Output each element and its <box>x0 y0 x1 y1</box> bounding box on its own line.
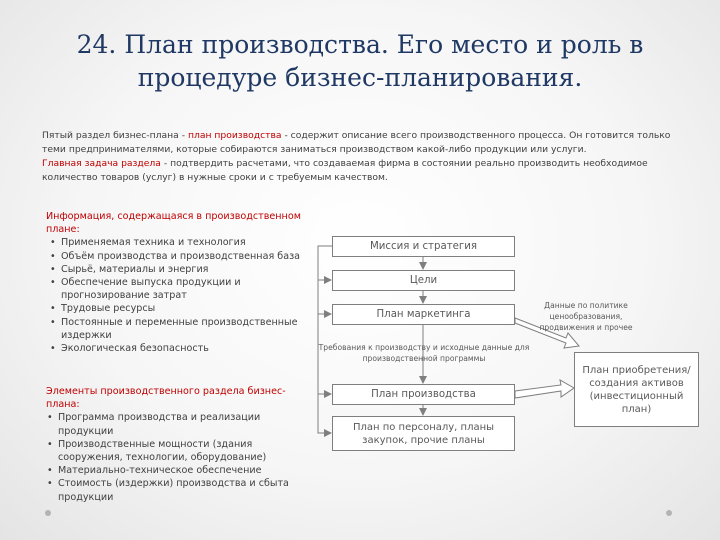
feedback-line <box>318 246 332 433</box>
list-item: • Производственные мощности (здания сооружения, технологии, оборудование) <box>46 438 304 464</box>
goals-box: Цели <box>332 270 515 291</box>
slide-title: 24. План производства. Его место и роль в процедуре бизнес-планирования. <box>76 30 644 92</box>
intro-p2-rest: - подтвердить расчетами, что создаваемая фирма в состоянии реально производить необходимое количество товаров (услуг) в нужные сроки и с требуемым качеством. <box>42 158 648 183</box>
list-item: • Программа производства и реализации продукции <box>46 411 304 437</box>
intro-p1-start: Пятый раздел бизнес-плана - <box>42 130 188 141</box>
list-item: • Применяемая техника и технология <box>46 236 304 249</box>
arrow-production-investment <box>515 380 574 398</box>
pricing-data-note: Данные по политике ценообразования, продвижения и прочее <box>539 301 633 332</box>
elements-block-heading: Элементы производственного раздела бизнес-плана: <box>46 386 286 411</box>
list-item: • Постоянные и переменные производственные издержки <box>46 316 304 342</box>
list-item: • Экологическая безопасность <box>46 342 304 355</box>
intro-p1-highlight: план производства <box>187 130 282 141</box>
production-plan-box: План производства <box>332 384 515 405</box>
info-block-heading: Информация, содержащаяся в производственном плане: <box>46 211 301 236</box>
list-item: • Трудовые ресурсы <box>46 302 304 315</box>
staff-plans-box: План по персоналу, планы закупок, прочие планы <box>332 416 515 451</box>
intro-p1-rest: - содержит описание всего производственного процесса. Он готовится только теми предпринимателями, которые собираются заниматься производством какой-либо продукции или услуги. <box>42 130 671 155</box>
slide-decoration-dot <box>666 510 672 516</box>
list-item: • Сырьё, материалы и энергия <box>46 263 304 276</box>
list-item: • Стоимость (издержки) производства и сбыта продукции <box>46 477 304 503</box>
intro-p2-highlight: Главная задача раздела <box>42 158 161 169</box>
mission-strategy-box: Миссия и стратегия <box>332 236 515 257</box>
investment-plan-box: План приобретения/ создания активов (инвестиционный план) <box>574 352 699 427</box>
list-item: • Материально-техническое обеспечение <box>46 464 304 477</box>
list-item: • Обеспечение выпуска продукции и прогнозирование затрат <box>46 276 304 302</box>
slide-decoration-dot <box>45 510 51 516</box>
requirements-note: Требования к производству и исходные данные для производственной программы <box>318 343 530 363</box>
marketing-plan-box: План маркетинга <box>332 304 515 325</box>
list-item: • Объём производства и производственная база <box>46 250 304 263</box>
